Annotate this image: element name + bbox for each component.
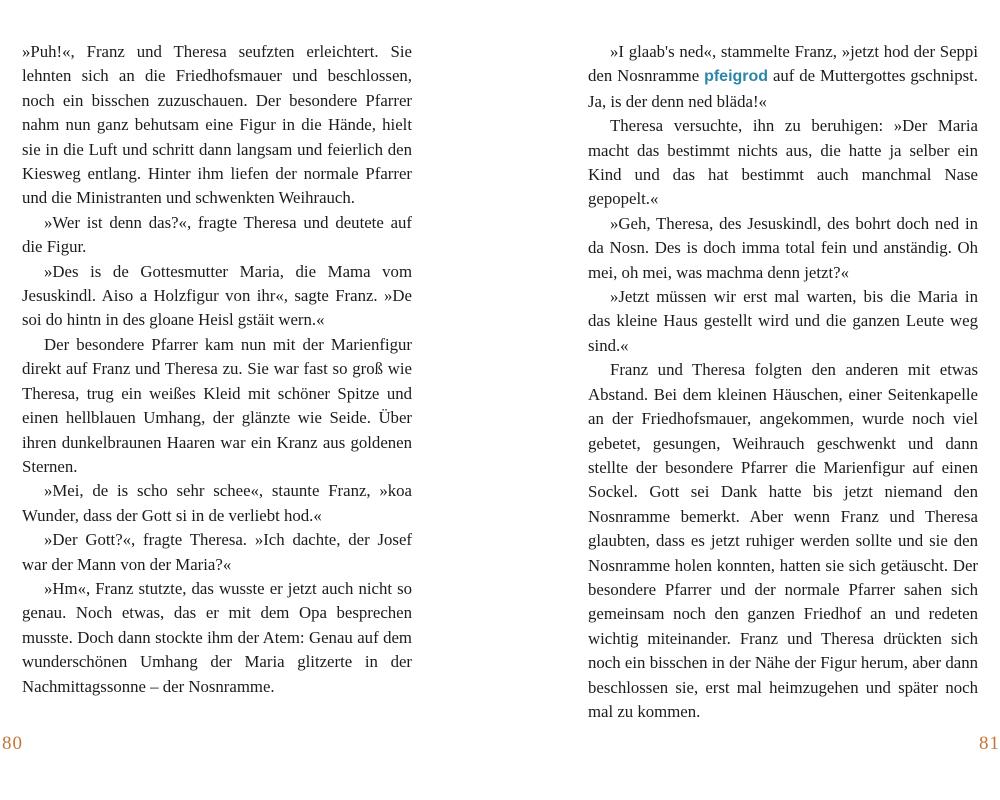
left-paragraph-4: Der besondere Pfarrer kam nun mit der Marienfigur direkt auf Franz und Theresa zu. Sie war fast so groß wie Theresa, trug ein weißes Kleid mit schöner Spitze und einen hellblauen Umhang, der glänzte wie Seide. Über ihren dunkelbraunen Haaren war ein Kranz aus goldenen Sternen. (22, 334, 412, 476)
right-paragraph-2: Theresa versuchte, ihn zu beruhigen: »Der Maria macht das bestimmt nichts aus, die hatte ja selber ein Kind und das hat bestimmt auch manchmal Nase gepopelt.« (588, 116, 978, 209)
highlighted-word: pfeigrod (704, 68, 769, 86)
left-paragraph-5: »Mei, de is scho sehr schee«, staunte Franz, »koa Wunder, dass der Gott si in de verliebt hod.« (22, 481, 412, 525)
right-paragraph-3: »Geh, Theresa, des Jesuskindl, des bohrt doch ned in da Nosn. Des is doch imma total fein und anständig. Oh mei, oh mei, was machma denn jetzt?« (588, 213, 978, 282)
left-paragraph-6: »Der Gott?«, fragte Theresa. »Ich dachte, der Josef war der Mann von der Maria?« (22, 530, 412, 574)
right-paragraph-1-start: »I glaab's ned«, stammelte Franz, »jetzt hod der Seppi den Nosnramme (588, 42, 978, 86)
right-paragraph-1 (588, 40, 978, 114)
left-paragraph-1: »Puh!«, Franz und Theresa seufzten erleichtert. Sie lehnten sich an die Friedhofsmauer und beschlossen, noch ein bisschen zuzuschauen. Der besondere Pfarrer nahm nun ganz behutsam eine Figur in die Hände, hielt sie in die Luft und schritt dann langsam und feierlich den Kiesweg entlang. Hinter ihm liefen der normale Pfarrer und die Ministranten und schwenkten Weihrauch. (22, 42, 412, 208)
page-number-left: 80 (2, 733, 23, 754)
right-paragraph-1-end: auf de Muttergottes gschnipst. Ja, is der denn ned bläda!« (588, 66, 978, 111)
right-paragraph-4: »Jetzt müssen wir erst mal warten, bis die Maria in das kleine Haus gestellt wird und die ganzen Leute weg sind.« (588, 287, 978, 355)
right-page (588, 40, 978, 724)
left-paragraph-2: »Wer ist denn das?«, fragte Theresa und deutete auf die Figur. (22, 212, 412, 257)
left-paragraph-7: »Hm«, Franz stutzte, das wusste er jetzt auch nicht so genau. Noch etwas, das er mit dem Opa besprechen musste. Doch dann stockte ihm der Atem: Genau auf dem wunderschönen Umhang der Maria glitzerte in der Nachmittagssonne – der Nosnramme. (22, 578, 412, 696)
page-number-right: 81 (979, 733, 1000, 754)
left-paragraph-3: »Des is de Gottesmutter Maria, die Mama vom Jesuskindl. Aiso a Holzfigur von ihr«, sagte Franz. »De soi do hintn in des gloane Heisl gstäit wern.« (22, 261, 412, 330)
left-page (22, 40, 412, 699)
right-paragraph-5: Franz und Theresa folgten den anderen mit etwas Abstand. Bei dem kleinen Häuschen, einer Seitenkapelle an der Friedhofsmauer, angekommen, wurde noch viel gebetet, gesungen, Weihrauch geschwenkt und dann stellte der besondere Pfarrer die Marienfigur auf einen Sockel. Gott sei Dank hatte bis jetzt niemand den Nosnramme bemerkt. Aber wenn Franz und Theresa glaubten, dass es jetzt ruhiger werden sollte und sie den Nosnramme holen konnten, hatten sie sich getäuscht. Der besondere Pfarrer und der normale Pfarrer sahen sich gemeinsam noch den ganzen Friedhof an und redeten wichtig miteinander. Franz und Theresa drückten sich noch ein bisschen in der Nähe der Figur herum, aber dann beschlossen sie, erst mal heimzugehen und später noch mal zu kommen. (588, 360, 978, 721)
